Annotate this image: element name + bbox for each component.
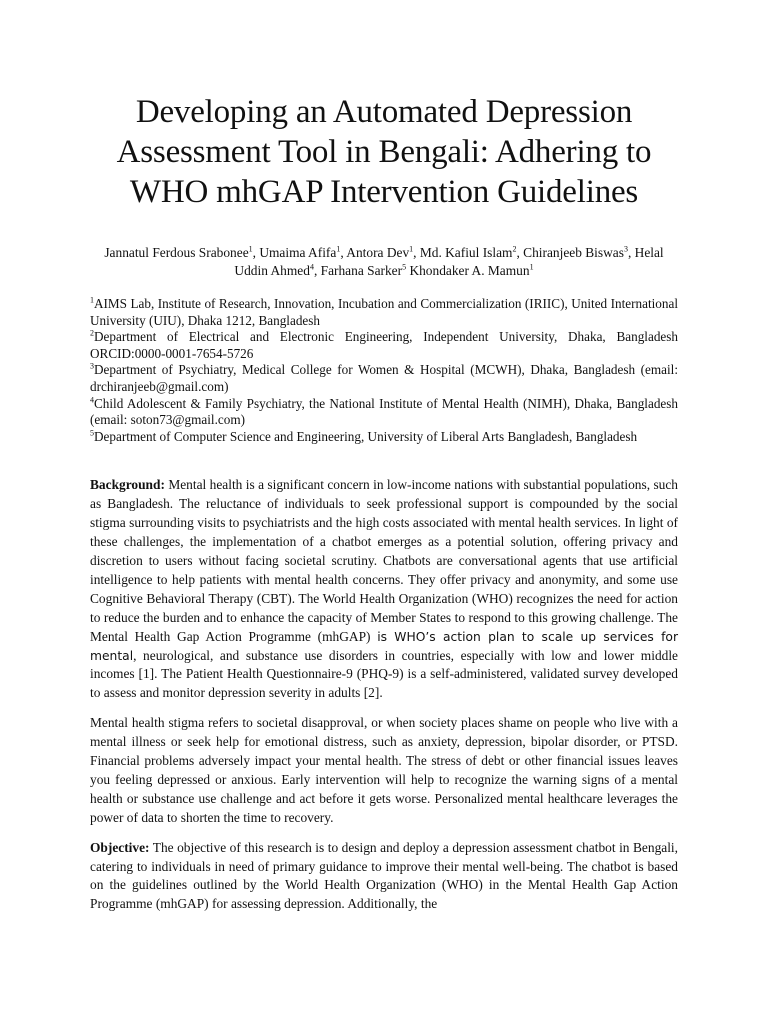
- background-label: Background:: [90, 477, 165, 493]
- author-list: [90, 244, 678, 280]
- author: Helal Uddin Ahmed$^4$,: [234, 245, 664, 278]
- author: Khondaker A. Mamun$^1$: [409, 262, 534, 278]
- stigma-paragraph: Mental health stigma refers to societal disapproval, or when society places shame on people who live with a mental illness or seek help for emotional distress, such as anxiety, depression, bipolar disorder, or PTSD. Financial problems adversely impact your mental health. The stress of debt or other financial issues leaves you feeling depressed or anxious. Early intervention will help to recognize the warning signs of a mental health or substance use challenge and act before it gets worse. Personalized mental healthcare leverages the power of data to shorten the time to recovery.: [90, 715, 678, 825]
- author: Jannatul Ferdous Srabonee$^1$,: [104, 244, 260, 260]
- author: Chiranjeeb Biswas$^3$,: [523, 244, 635, 260]
- author: Umaima Afifa$^1$,: [259, 244, 347, 260]
- author: Antora Dev$^1$,: [346, 244, 420, 260]
- objective-paragraph: Objective: The objective of this research is to design and deploy a depression assessment chatbot in Bengali, catering to individuals in need of primary guidance to improve their mental well-being. The chatbot is based on the guidelines outlined by the World Health Organization (WHO) in the Mental Health Gap Action Programme (mhGAP) for assessing depression. Additionally, the: [90, 839, 678, 912]
- author: Md. Kafiul Islam$^2$,: [419, 244, 524, 260]
- affiliation-list: [90, 296, 678, 445]
- affiliation: $^5$Department of Computer Science and Engineering, University of Liberal Arts Bangladesh, Bangladesh: [90, 428, 638, 444]
- background-paragraph: Background: Mental health is a significant concern in low-income nations with substantial populations, such as Bangladesh. The reluctance of individuals to seek professional support is compounded by the social stigma surrounding visits to psychiatrists and the high costs associated with mental health services. In light of these challenges, the implementation of a chatbot emerges as a potential solution, offering privacy and discretion to users without facing societal scrutiny. Chatbots are conversational agents that use artificial intelligence to help patients with mental health concerns. They offer privacy and anonymity, and some use Cognitive Behavioral Therapy (CBT). The World Health Organization (WHO) recognizes the need for action to reduce the burden and to enhance the capacity of Member States to respond to this growing challenge. The Mental Health Gap Action Programme (mhGAP) is WHO’s action plan to scale up services for mental, neurological, and substance use disorders in countries, especially with low and lower middle incomes [1]. The Patient Health Questionnaire-9 (PHQ-9) is a self-administered, validated survey developed to assess and monitor depression severity in adults [2].: [90, 477, 679, 701]
- affiliation: $^1$AIMS Lab, Institute of Research, Innovation, Incubation and Commercialization (IRIIC), United International University (UIU), Dhaka 1212, Bangladesh: [90, 295, 678, 328]
- paper-title: Developing an Automated Depression Assessment Tool in Bengali: Adhering to WHO mhGAP Intervention Guidelines: [116, 94, 652, 210]
- author: Farhana Sarker$^5$: [320, 262, 407, 278]
- objective-label: Objective:: [90, 839, 150, 855]
- affiliation: $^2$Department of Electrical and Electronic Engineering, Independent University, Dhaka, Bangladesh ORCID:0000-0001-7654-5726: [90, 328, 678, 361]
- affiliation: $^4$Child Adolescent & Family Psychiatry, the National Institute of Mental Health (NIMH), Dhaka, Bangladesh (email: soton73@gmail.com): [90, 395, 678, 428]
- affiliation: $^3$Department of Psychiatry, Medical College for Women & Hospital (MCWH), Dhaka, Bangladesh (email: drchiranjeeb@gmail.com): [90, 361, 678, 394]
